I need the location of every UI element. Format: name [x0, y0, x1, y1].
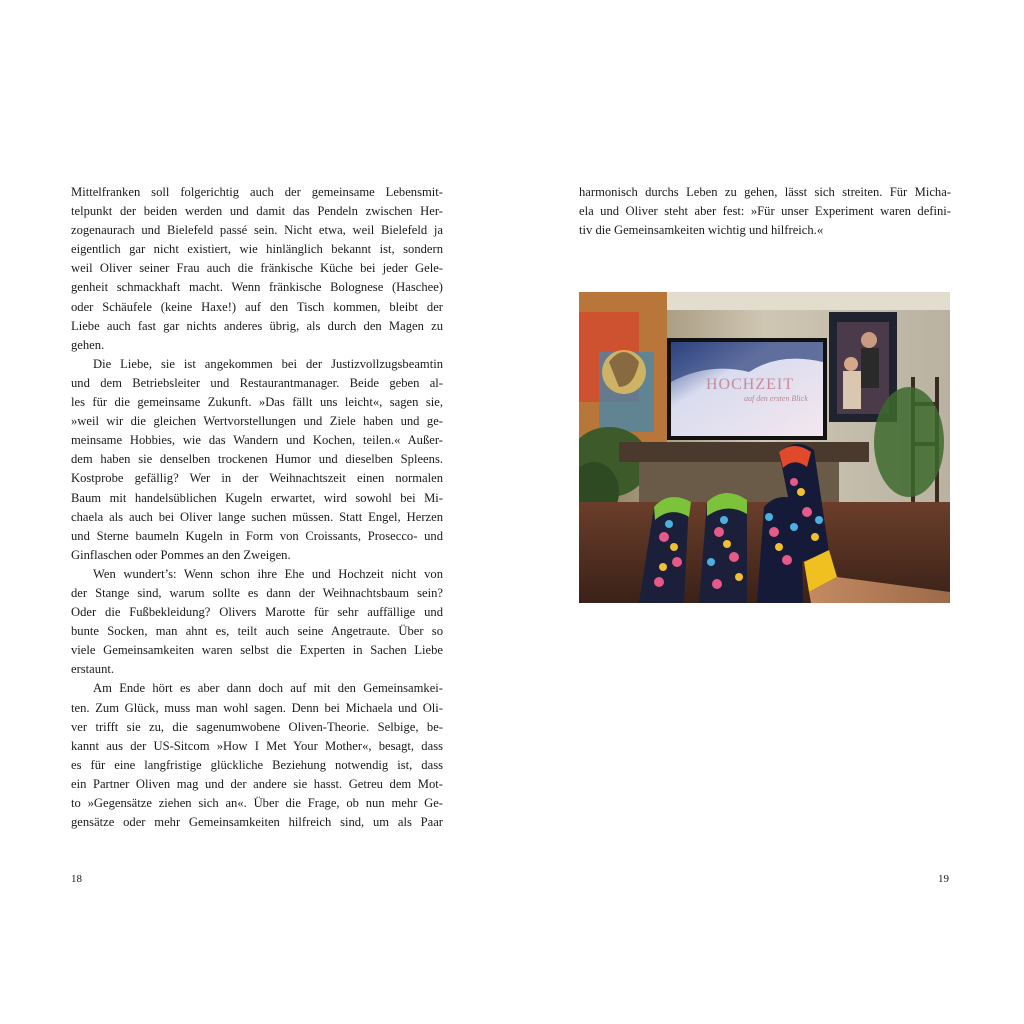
socks-tv-photo: [579, 292, 950, 603]
text-line: gensätze oder mehr Gemeinsamkeiten hilfreich sind, um als Paar: [71, 815, 443, 830]
text-line: dem haben sie denselben trockenen Humor und dieselben Spleens.: [71, 452, 443, 467]
text-line: Liebe auch fast gar nichts anderes übrig, als durch den Magen zu: [71, 318, 443, 333]
text-line: chaela als auch bei Oliver lange suchen müssen. Statt Engel, Herzen: [71, 509, 443, 524]
left-page-body-text: [71, 183, 443, 832]
text-line: harmonisch durchs Leben zu gehen, lässt sich streiten. Für Micha-: [579, 185, 951, 199]
text-line: les für die gemeinsame Zukunft. »Das fällt uns leicht«, sagen sie,: [71, 395, 443, 410]
tv-screen-title: HOCHZEIT: [706, 376, 794, 393]
text-line: Die Liebe, sie ist angekommen bei der Justizvollzugsbeamtin: [93, 356, 443, 371]
text-line: viele Gemeinsamkeiten waren selbst die Experten in Sachen Liebe: [71, 643, 443, 658]
photo-illustration: [579, 292, 950, 603]
text-line: tiv die Gemeinsamkeiten wichtig und hilfreich.«: [579, 223, 824, 238]
text-line: ver trifft sie zu, die sagenumwobene Oliven-Theorie. Selbige, be-: [71, 719, 443, 734]
text-line: genheit schmackhaft macht. Wenn fränkische Bolognese (Haschee): [71, 280, 443, 295]
text-line: es für eine langfristige glückliche Beziehung notwendig ist, dass: [71, 757, 443, 772]
text-line: Baum mit handelsüblichen Kugeln erwartet, wird sowohl bei Mi-: [71, 490, 443, 505]
text-line: oder Schäufele (keine Haxe!) auf den Tisch kommen, bleibt der: [71, 299, 443, 314]
text-line: bunte Socken, man ahnt es, teilt auch seine Angetraute. Über so: [71, 624, 443, 639]
text-line: erstaunt.: [71, 662, 115, 677]
text-line: Wen wundert’s: Wenn schon ihre Ehe und Hochzeit nicht von: [93, 566, 443, 581]
right-page-body-text: [579, 183, 951, 240]
text-line: Mittelfranken soll folgerichtig auch der gemeinsame Lebensmit-: [71, 185, 443, 199]
left-page-number: 18: [71, 873, 82, 885]
text-line: und dem Betriebsleiter und Restaurantmanager. Beide geben al-: [71, 375, 443, 390]
text-line: gehen.: [71, 337, 105, 352]
tv-screen-subtitle: auf den ersten Blick: [744, 394, 808, 403]
text-line: Kostprobe gefällig? Wer in der Weihnachtszeit einen normalen: [71, 471, 443, 486]
text-line: to »Gegensätze ziehen sich an«. Über die Frage, ob nun mehr Ge-: [71, 796, 443, 810]
text-line: ein Partner Oliven mag und der andere sie hasst. Getreu dem Mot-: [71, 776, 443, 791]
right-page-number: 19: [938, 873, 949, 885]
text-line: meinsame Hobbies, wie das Wandern und Kochen, teilen.« Außer-: [71, 433, 443, 448]
text-line: ten. Zum Glück, muss man wohl sagen. Denn bei Michaela und Oli-: [71, 700, 443, 715]
text-line: Am Ende hört es aber dann doch auf mit den Gemeinsamkei-: [93, 681, 443, 696]
text-line: Oder die Fußbekleidung? Olivers Marotte für sehr auffällige und: [71, 605, 443, 620]
text-line: weil Oliver seiner Frau auch die fränkische Küche bei jeder Gele-: [71, 261, 443, 276]
text-line: und Sterne baumeln Kugeln in Form von Croissants, Prosecco- und: [71, 528, 443, 543]
text-line: »weil wir die gleichen Wertvorstellungen und Ziele haben und ge-: [71, 414, 443, 429]
text-line: zogenaurach und Bielefeld passé sein. Nicht etwa, weil Bielefeld ja: [71, 223, 443, 238]
text-line: telpunkt der beiden werden und damit das Pendeln zwischen Her-: [71, 204, 443, 219]
text-line: ela und Oliver steht aber fest: »Für unser Experiment waren defini-: [579, 204, 951, 219]
text-line: kannt aus der US-Sitcom »How I Met Your Mother«, besagt, dass: [71, 738, 443, 753]
text-line: Ginflaschen oder Pommes an den Zweigen.: [71, 547, 291, 562]
text-line: der Stange sind, warum sollte es dann der Weihnachtsbaum sein?: [71, 585, 443, 600]
text-line: eigentlich gar nicht existiert, wie hinlänglich bekannt ist, sondern: [71, 242, 443, 257]
